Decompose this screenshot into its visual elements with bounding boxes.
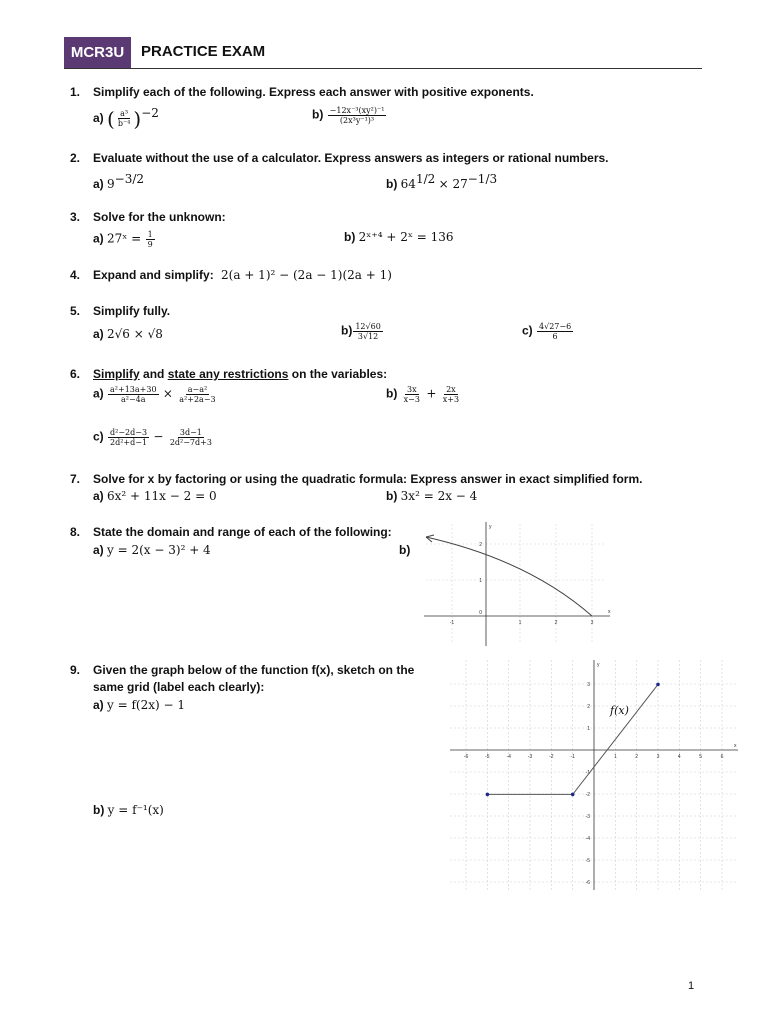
q1a-exponent: −2	[141, 106, 159, 120]
q9-y-tick-label: -3	[585, 814, 590, 820]
q8b-curve	[426, 537, 592, 616]
q9-function-label: f(x)	[610, 704, 629, 717]
q9-y-tick-label: -5	[585, 858, 590, 864]
q3b-expression: 2ˣ⁺⁴ + 2ˣ = 136	[358, 230, 454, 244]
q8b-ytick-2: 2	[479, 542, 482, 548]
q9-x-tick-label: 2	[635, 754, 639, 760]
q4-expression: 2(a + 1)² − (2a − 1)(2a + 1)	[221, 268, 392, 282]
q8b-xtick-1: 1	[518, 620, 522, 626]
q2a-exponent: −3/2	[114, 172, 145, 186]
q8a-expression: y = 2(x − 3)² + 4	[107, 543, 211, 557]
q8b-y-axis-label: y	[489, 524, 492, 530]
q6c: c) $\frac{\text{d²−2d−3}}{\text{2d²+d−1}}$ − $\frac{3d-1}{\text{2d²−7d+3}}$	[93, 428, 212, 447]
q1a-label: a)	[93, 111, 104, 125]
q1a-fraction: $\frac{\text{a³}}{\text{b⁻⁴}}$	[117, 109, 131, 129]
q9b	[93, 803, 164, 817]
q9-x-tick-label: 1	[613, 754, 617, 760]
q9-y-axis-label: y	[597, 662, 600, 668]
q3a-fraction: $\frac{1}{9}$	[147, 230, 153, 249]
q9-x-tick-label: 3	[656, 754, 660, 760]
q9-endpoint-right	[656, 683, 660, 687]
q6-number: 6.	[70, 367, 81, 381]
q3-number: 3.	[70, 210, 81, 224]
q3a-expression: 27ˣ =	[107, 231, 142, 246]
q6c-fraction-2: $\frac{3d-1}{\text{2d²−7d+3}}$	[169, 428, 212, 447]
q2b	[386, 172, 497, 191]
q5-number: 5.	[70, 304, 81, 318]
q4-text: Expand and simplify:	[93, 268, 214, 282]
q1b	[312, 106, 387, 125]
q7-text: Solve for x by factoring or using the quadratic formula: Express answer in exact simplified form.	[93, 472, 643, 486]
q8b-x-axis-label: x	[608, 609, 611, 615]
q3b	[344, 230, 454, 244]
q9b-label: b)	[93, 803, 105, 817]
q9-endpoint-corner	[571, 793, 575, 797]
q2a-base: 9	[107, 177, 115, 191]
q3-text: Solve for the unknown:	[93, 210, 226, 224]
q5a	[93, 327, 163, 341]
q9-y-tick-label: 3	[587, 682, 590, 688]
q2b-exponent-2: −1/3	[467, 172, 498, 186]
q7b	[386, 489, 477, 503]
q9-y-tick-label: -4	[585, 836, 590, 842]
q5a-expression: 2√6 × √8	[107, 327, 163, 341]
q2-text: Evaluate without the use of a calculator. Express answers as integers or rational numbers.	[93, 151, 609, 165]
q6b-fraction-1: $\frac{3x}{x-3}$	[403, 385, 420, 404]
q6-text: Simplify and state any restrictions on the variables:	[93, 367, 388, 381]
q8-number: 8.	[70, 525, 81, 539]
q2a-label: a)	[93, 177, 104, 191]
q1a: a) ( $\frac{\text{a³}}{\text{b⁻⁴}}$ )$^{-2}$	[93, 106, 159, 131]
q2b-exponent-1: 1/2	[415, 172, 436, 186]
q9-graph	[446, 658, 742, 892]
q1-number: 1.	[70, 85, 81, 99]
q9-x-tick-label: 4	[677, 754, 681, 760]
q5b	[341, 322, 384, 341]
q9-endpoint-left	[486, 793, 490, 797]
q2a	[93, 172, 144, 191]
q3a	[93, 230, 156, 249]
q9-y-tick-label: 2	[587, 704, 590, 710]
q8b-origin-label: 0	[479, 610, 482, 616]
q6b-fraction-2: $\frac{2x}{x+3}$	[442, 385, 460, 404]
q9-y-tick-labels	[586, 682, 591, 886]
q9-text-line-2: same grid (label each clearly):	[93, 680, 265, 694]
q8b-grid	[426, 524, 606, 644]
q6a-label: a)	[93, 386, 104, 401]
q9-x-tick-label: -2	[549, 754, 554, 760]
q3b-label: b)	[344, 230, 356, 244]
q2b-label: b)	[386, 177, 398, 191]
q1b-fraction: $\frac{\text{−12x⁻³(xy²)⁻¹}}{\text{(2x³y⁻¹)³}}$	[329, 106, 385, 125]
q2b-base-2: × 27	[438, 177, 468, 191]
q6a: a) $\frac{\text{a²+13a+30}}{\text{a²−4a}}$ × $\frac{\text{a−a²}}{\text{a²+2a−3}}$	[93, 385, 216, 404]
q5c	[522, 322, 574, 341]
q6b: b) $\frac{3x}{x-3}$ + $\frac{2x}{x+3}$	[386, 385, 460, 404]
q9-y-tick-label: -6	[585, 880, 590, 886]
q5-text: Simplify fully.	[93, 304, 171, 318]
q8a	[93, 543, 211, 557]
q5c-fraction: $\frac{4√27-6}{6}$	[539, 322, 572, 341]
q8b-xtick-neg1: -1	[449, 620, 455, 626]
q7-number: 7.	[70, 472, 81, 486]
q7a-label: a)	[93, 489, 104, 503]
q4-number: 4.	[70, 268, 81, 282]
q9-y-tick-label: 1	[587, 726, 590, 732]
q7a-expression: 6x² + 11x − 2 = 0	[107, 489, 217, 503]
q9-text-line-1: Given the graph below of the function f(x), sketch on the	[93, 663, 415, 677]
q5c-label: c)	[522, 323, 533, 338]
q9b-expression: y = f⁻¹(x)	[107, 803, 164, 817]
q5a-label: a)	[93, 327, 104, 341]
q5b-label: b)	[341, 323, 353, 338]
q9a-label: a)	[93, 698, 104, 712]
q9-x-axis-label: x	[734, 743, 737, 749]
q9-x-tick-label: -6	[463, 754, 469, 760]
q9-y-tick-label: -1	[585, 770, 590, 776]
q7b-expression: 3x² = 2x − 4	[400, 489, 478, 503]
q9-x-tick-label: 6	[720, 754, 724, 760]
page-number: 1	[688, 980, 695, 992]
q6a-fraction-2: $\frac{\text{a−a²}}{\text{a²+2a−3}}$	[179, 385, 216, 404]
course-code-badge: MCR3U	[64, 37, 131, 68]
q6c-label: c)	[93, 429, 104, 444]
q8b-graph	[416, 520, 612, 648]
q9-number: 9.	[70, 663, 81, 677]
q7a	[93, 489, 217, 503]
q6b-label: b)	[386, 386, 398, 401]
q9-y-tick-label: -2	[585, 792, 590, 798]
q1b-label: b)	[312, 107, 324, 122]
q8-text: State the domain and range of each of the following:	[93, 525, 392, 539]
page-title: PRACTICE EXAM	[141, 43, 266, 60]
q4	[93, 268, 392, 282]
q9-x-tick-label: -1	[570, 754, 575, 760]
q8a-label: a)	[93, 543, 104, 557]
q9-x-tick-label: -4	[506, 754, 511, 760]
q8b-ytick-1: 1	[479, 578, 482, 584]
q6c-fraction-1: $\frac{\text{d²−2d−3}}{\text{2d²+d−1}}$	[110, 428, 148, 447]
q9a-expression: y = f(2x) − 1	[107, 698, 186, 712]
q2b-base-1: 64	[400, 177, 416, 191]
q8b-xtick-3: 3	[590, 620, 594, 626]
q3a-label: a)	[93, 231, 104, 246]
q9-x-tick-label: -5	[485, 754, 490, 760]
q1-text: Simplify each of the following. Express each answer with positive exponents.	[93, 85, 534, 99]
q9-x-tick-label: -3	[527, 754, 533, 760]
q5b-fraction: $\frac{12√60}{3√12}$	[355, 322, 381, 341]
q9-x-tick-label: 5	[699, 754, 703, 760]
q2-number: 2.	[70, 151, 81, 165]
q7b-label: b)	[386, 489, 398, 503]
q8b-label: b)	[399, 543, 411, 557]
q8b-xtick-2: 2	[554, 620, 558, 626]
q6a-fraction-1: $\frac{\text{a²+13a+30}}{\text{a²−4a}}$	[110, 385, 157, 404]
header-rule	[64, 68, 702, 69]
q9a	[93, 698, 185, 712]
